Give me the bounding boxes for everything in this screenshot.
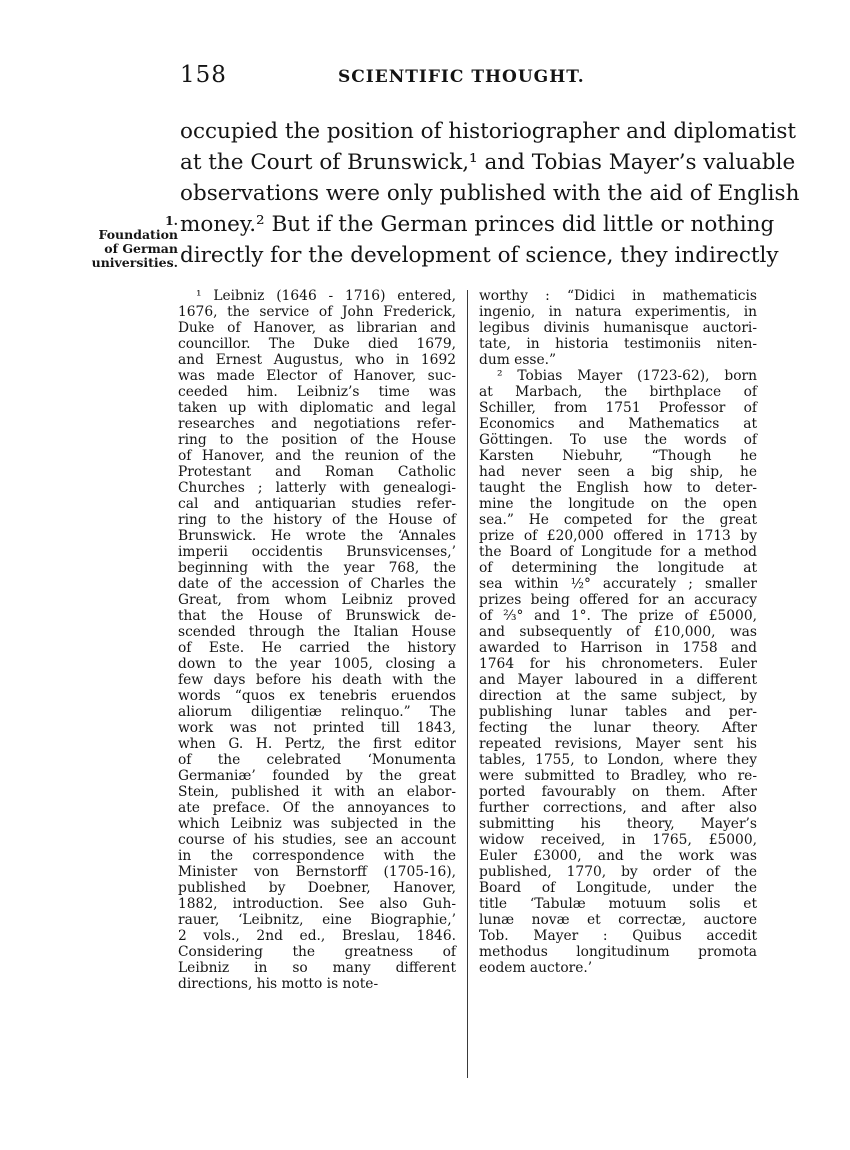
footnote-line: few days before his death with the xyxy=(178,672,456,688)
footnote-line: published by Doebner, Hanover, xyxy=(178,880,456,896)
footnote-line: Leibniz in so many different xyxy=(178,960,456,976)
footnote-line: title ‘Tabulæ motuum solis et xyxy=(479,896,757,912)
body-line: occupied the position of historiographer and diplomatist xyxy=(180,119,796,144)
footnote-line: prize of £20,000 offered in 1713 by xyxy=(479,528,757,544)
footnote-line: published, 1770, by order of the xyxy=(479,864,757,880)
footnote-line: widow received, in 1765, £5000, xyxy=(479,832,757,848)
footnote-line: date of the accession of Charles the xyxy=(178,576,456,592)
footnote-line: of determining the longitude at xyxy=(479,560,757,576)
running-title: SCIENTIFIC THOUGHT. xyxy=(338,67,585,87)
footnote-line: Germaniæ’ founded by the great xyxy=(178,768,456,784)
footnote-line: of Hanover, and the reunion of the xyxy=(178,448,456,464)
footnote-line: ² Tobias Mayer (1723-62), born xyxy=(497,368,757,384)
footnote-column-right xyxy=(479,288,757,976)
footnote-line: submitting his theory, Mayer’s xyxy=(479,816,757,832)
footnote-line: of the celebrated ‘Monumenta xyxy=(178,752,456,768)
footnote-line: tate, in historia testimoniis niten- xyxy=(479,336,757,352)
footnote-line: Churches ; latterly with genealogi- xyxy=(178,480,456,496)
footnote-line: Protestant and Roman Catholic xyxy=(178,464,456,480)
footnote-line: Economics and Mathematics at xyxy=(479,416,757,432)
footnote-line: dum esse.” xyxy=(479,352,557,368)
footnote-line: Duke of Hanover, as librarian and xyxy=(178,320,456,336)
body-line: money.² But if the German princes did little or nothing xyxy=(180,212,775,237)
footnote-line: and Mayer laboured in a different xyxy=(479,672,757,688)
footnote-line: taken up with diplomatic and legal xyxy=(178,400,456,416)
margin-note-line: universities. xyxy=(91,255,178,270)
footnote-line: Tob. Mayer : Quibus accedit xyxy=(479,928,757,944)
footnote-line: mine the longitude on the open xyxy=(479,496,757,512)
footnote-line: Euler £3000, and the work was xyxy=(479,848,757,864)
body-line: directly for the development of science, they indirectly xyxy=(180,243,779,268)
footnote-line: methodus longitudinum promota xyxy=(479,944,757,960)
body-text xyxy=(180,116,800,271)
footnote-line: ate preface. Of the annoyances to xyxy=(178,800,456,816)
footnote-line: 1882, introduction. See also Guh- xyxy=(178,896,456,912)
footnote-line: course of his studies, see an account xyxy=(178,832,456,848)
footnote-line: and subsequently of £10,000, was xyxy=(479,624,757,640)
footnote-column-left xyxy=(178,288,456,992)
footnote-line: beginning with the year 768, the xyxy=(178,560,456,576)
margin-note-line: 1. xyxy=(164,213,178,228)
footnote-line: ring to the history of the House of xyxy=(178,512,456,528)
footnote-line: researches and negotiations refer- xyxy=(178,416,456,432)
footnote-line: direction at the same subject, by xyxy=(479,688,757,704)
footnote-line: tables, 1755, to London, where they xyxy=(479,752,757,768)
running-head xyxy=(180,62,760,92)
footnote-line: sea within ½° accurately ; smaller xyxy=(479,576,757,592)
footnote-line: publishing lunar tables and per- xyxy=(479,704,757,720)
margin-note xyxy=(84,214,178,270)
footnote-line: taught the English how to deter- xyxy=(479,480,757,496)
footnote-line: and Ernest Augustus, who in 1692 xyxy=(178,352,456,368)
footnote-line: words “quos ex tenebris eruendos xyxy=(178,688,456,704)
footnote-line: 1676, the service of John Frederick, xyxy=(178,304,456,320)
body-line: observations were only published with the aid of English xyxy=(180,181,800,206)
footnote-line: when G. H. Pertz, the first editor xyxy=(178,736,456,752)
footnote-line: fecting the lunar theory. After xyxy=(479,720,757,736)
footnote-line: was made Elector of Hanover, suc- xyxy=(178,368,456,384)
footnote-line: awarded to Harrison in 1758 and xyxy=(479,640,757,656)
footnote-line: had never seen a big ship, he xyxy=(479,464,757,480)
footnote-line: imperii occidentis Brunsvicenses,’ xyxy=(178,544,456,560)
footnote-line: further corrections, and after also xyxy=(479,800,757,816)
footnote-line: Karsten Niebuhr, “Though he xyxy=(479,448,757,464)
footnote-line: ¹ Leibniz (1646 - 1716) entered, xyxy=(196,288,456,304)
footnote-line: cal and antiquarian studies refer- xyxy=(178,496,456,512)
margin-note-line: Foundation xyxy=(98,227,178,242)
footnote-line: rauer, ‘Leibnitz, eine Biographie,’ xyxy=(178,912,456,928)
footnote-line: were submitted to Bradley, who re- xyxy=(479,768,757,784)
footnote-line: the Board of Longitude for a method xyxy=(479,544,757,560)
footnote-line: that the House of Brunswick de- xyxy=(178,608,456,624)
footnote-line: worthy : “Didici in mathematicis xyxy=(479,288,757,304)
footnote-line: councillor. The Duke died 1679, xyxy=(178,336,456,352)
footnote-line: of ⅔° and 1°. The prize of £5000, xyxy=(479,608,757,624)
footnote-line: at Marbach, the birthplace of xyxy=(479,384,757,400)
body-line: at the Court of Brunswick,¹ and Tobias Mayer’s valuable xyxy=(180,150,796,175)
column-divider xyxy=(467,290,468,1078)
footnote-line: lunæ novæ et correctæ, auctore xyxy=(479,912,757,928)
margin-note-line: of German xyxy=(104,241,178,256)
footnote-line: Considering the greatness of xyxy=(178,944,456,960)
footnote-line: ceeded him. Leibniz’s time was xyxy=(178,384,456,400)
footnote-line: ported favourably on them. After xyxy=(479,784,757,800)
footnote-line: Minister von Bernstorff (1705-16), xyxy=(178,864,456,880)
footnote-line: Board of Longitude, under the xyxy=(479,880,757,896)
footnote-line: Great, from whom Leibniz proved xyxy=(178,592,456,608)
footnote-line: sea.” He competed for the great xyxy=(479,512,757,528)
footnote-line: repeated revisions, Mayer sent his xyxy=(479,736,757,752)
footnote-line: scended through the Italian House xyxy=(178,624,456,640)
footnote-line: Schiller, from 1751 Professor of xyxy=(479,400,757,416)
footnote-line: Brunswick. He wrote the ‘Annales xyxy=(178,528,456,544)
footnote-line: of Este. He carried the history xyxy=(178,640,456,656)
footnote-line: which Leibniz was subjected in the xyxy=(178,816,456,832)
footnote-line: down to the year 1005, closing a xyxy=(178,656,456,672)
footnote-line: prizes being offered for an accuracy xyxy=(479,592,757,608)
footnote-line: Göttingen. To use the words of xyxy=(479,432,757,448)
footnote-line: aliorum diligentiæ relinquo.” The xyxy=(178,704,456,720)
footnote-line: in the correspondence with the xyxy=(178,848,456,864)
footnote-line: ring to the position of the House xyxy=(178,432,456,448)
footnote-line: directions, his motto is note- xyxy=(178,976,379,992)
footnote-line: Stein, published it with an elabor- xyxy=(178,784,456,800)
footnote-line: 1764 for his chronometers. Euler xyxy=(479,656,757,672)
footnote-line: eodem auctore.’ xyxy=(479,960,593,976)
footnote-line: work was not printed till 1843, xyxy=(178,720,456,736)
page-number: 158 xyxy=(180,62,227,88)
footnote-line: ingenio, in natura experimentis, in xyxy=(479,304,757,320)
footnote-line: legibus divinis humanisque auctori- xyxy=(479,320,757,336)
footnote-line: 2 vols., 2nd ed., Breslau, 1846. xyxy=(178,928,456,944)
